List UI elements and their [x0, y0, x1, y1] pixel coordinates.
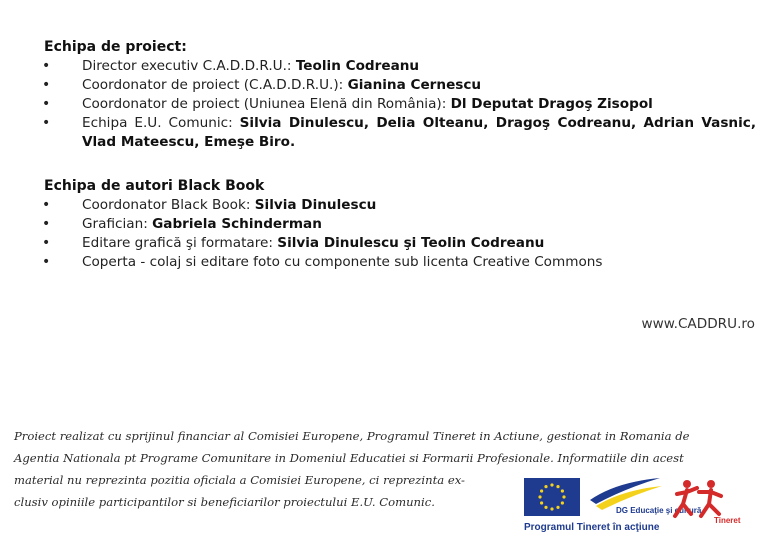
item-value: Silvia Dinulescu, Delia Olteanu, Dragoş Codreanu, Adrian Vasnic, Vlad Mateescu, Emeşe Biro.	[82, 115, 756, 150]
list-item	[44, 234, 756, 253]
tineret-label: Tineret	[714, 516, 741, 525]
eu-star	[561, 489, 564, 492]
list-item	[44, 76, 756, 95]
eu-star	[538, 495, 541, 498]
item-label: Coordonator de proiect (C.A.D.D.R.U.):	[82, 77, 348, 93]
authors-team-section	[44, 177, 756, 272]
disclaimer-line: Agentia Nationala pt Programe Comunitare in Domeniul Educatiei si Formarii Profesionale. Informatiile din acest	[14, 451, 684, 465]
project-team-section	[44, 38, 756, 152]
authors-team-list	[44, 196, 756, 272]
eu-star	[556, 506, 559, 509]
eu-flag-icon	[524, 478, 580, 516]
list-item	[44, 57, 756, 76]
eu-star	[550, 507, 553, 510]
item-label: Echipa E.U. Comunic:	[82, 115, 240, 131]
list-item	[44, 253, 756, 272]
eu-star	[561, 501, 564, 504]
list-item	[44, 196, 756, 215]
dg-education-label: DG Educaţie şi cultură	[616, 506, 702, 515]
item-label: Director executiv C.A.D.D.R.U.:	[82, 58, 296, 74]
eu-star	[562, 495, 565, 498]
list-item	[44, 95, 756, 114]
item-label: Coperta - colaj si editare foto cu componente sub licenta Creative Commons	[82, 254, 603, 270]
eu-star	[544, 485, 547, 488]
item-value: Silvia Dinulescu	[254, 197, 377, 213]
disclaimer-line: Proiect realizat cu sprijinul financiar al Comisiei Europene, Programul Tineret in Actiune, gestionat in Romania de	[14, 429, 690, 443]
program-label: Programul Tineret în acţiune	[524, 522, 660, 533]
list-item	[44, 215, 756, 234]
authors-team-heading: Echipa de autori Black Book	[44, 178, 265, 194]
website-link[interactable]: www.CADDRU.ro	[641, 316, 755, 332]
eu-star	[556, 485, 559, 488]
list-item	[44, 114, 756, 152]
item-label: Grafician:	[82, 216, 153, 232]
item-value: Teolin Codreanu	[295, 58, 420, 74]
item-value: Silvia Dinulescu şi Teolin Codreanu	[277, 235, 545, 251]
eu-star	[540, 501, 543, 504]
item-value: Gabriela Schinderman	[152, 216, 322, 232]
disclaimer-line: clusiv opiniile participantilor si beneficiarilor proiectului E.U. Comunic.	[14, 495, 435, 509]
item-label: Editare grafică şi formatare:	[82, 235, 278, 251]
eu-star	[540, 489, 543, 492]
item-value: Gianina Cernescu	[347, 77, 482, 93]
sponsor-logos	[524, 474, 769, 544]
eu-star	[544, 506, 547, 509]
project-team-list	[44, 57, 756, 152]
item-label: Coordonator de proiect (Uniunea Elenă din România):	[82, 96, 451, 112]
item-label: Coordonator Black Book:	[82, 197, 255, 213]
eu-star	[550, 483, 553, 486]
item-value: Dl Deputat Dragoş Zisopol	[450, 96, 653, 112]
project-team-heading: Echipa de proiect:	[44, 39, 187, 55]
disclaimer-line: material nu reprezinta pozitia oficiala a Comisiei Europene, ci reprezinta ex-	[14, 473, 465, 487]
